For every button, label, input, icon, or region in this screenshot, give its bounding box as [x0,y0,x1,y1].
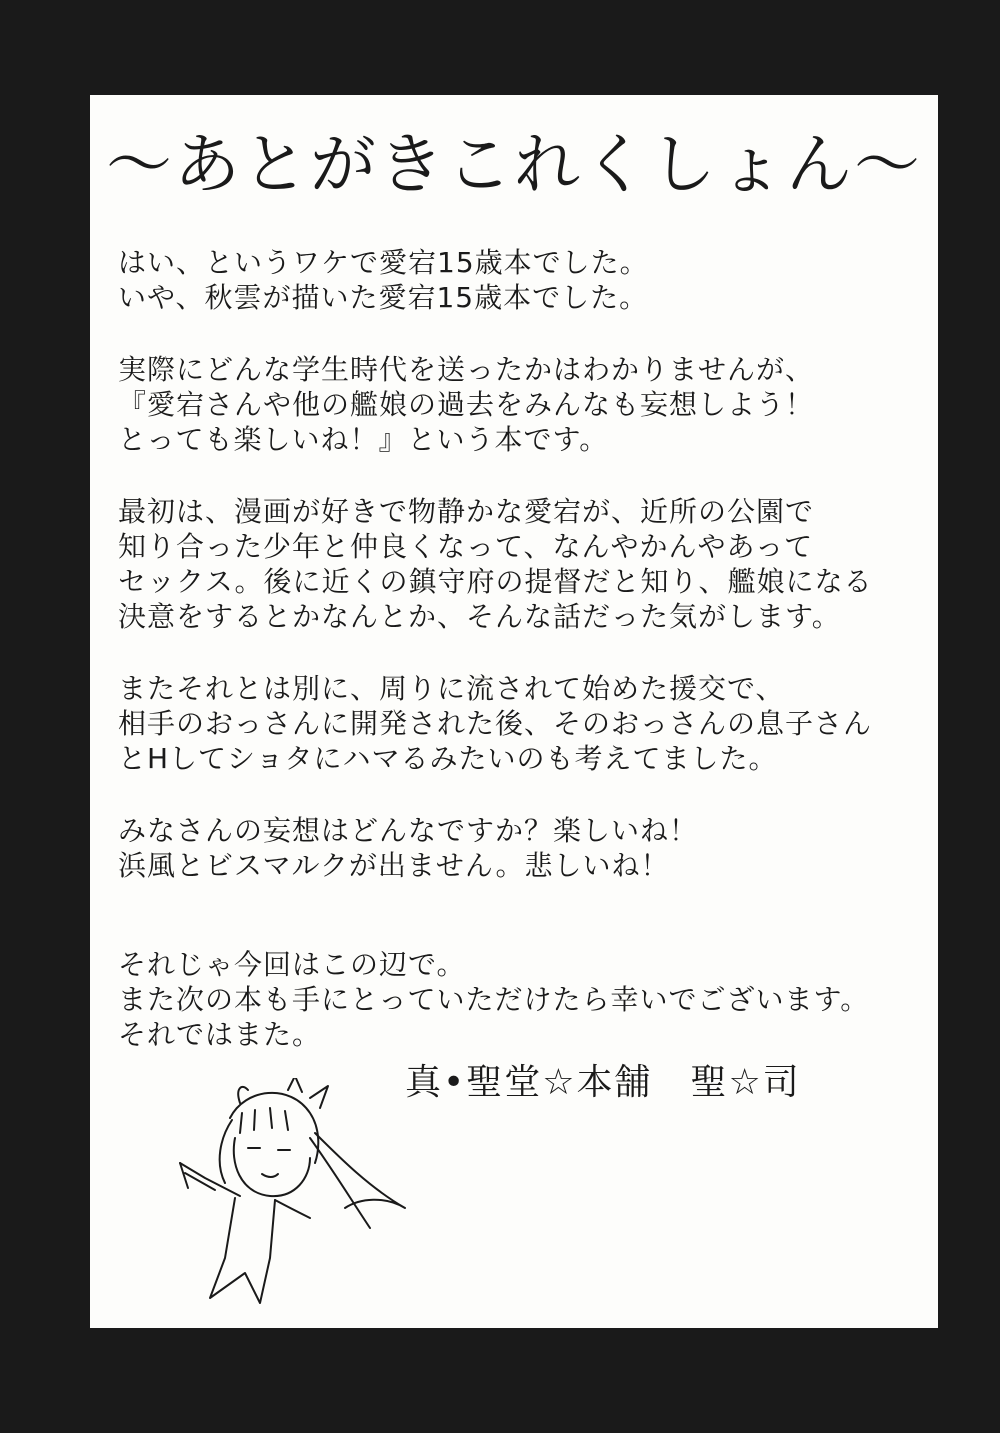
text-line: またそれとは別に、周りに流されて始めた援交で、 [118,672,785,705]
closing-paragraph [118,947,928,1052]
text-line: それではまた。 [118,1018,322,1051]
text-line: みなさんの妄想はどんなですか？楽しいね！ [118,814,699,847]
text-line: 実際にどんな学生時代を送ったかはわかりませんが、 [118,353,815,386]
text-line: 浜風とビスマルクが出ません。悲しいね！ [118,849,670,882]
text-line: いや、秋雲が描いた愛宕15歳本でした。 [118,281,649,314]
text-line: はい、というワケで愛宕15歳本でした。 [118,246,649,279]
text-line: 相手のおっさんに開発された後、そのおっさんの息子さん [118,707,873,740]
author-signature: 真•聖堂☆本舗 聖☆司 [405,1062,801,1103]
text-line: また次の本も手にとっていただけたら幸いでございます。 [118,983,870,1016]
text-line: 知り合った少年と仲良くなって、なんやかんやあって [118,530,814,563]
paragraph [118,352,928,457]
text-line: 最初は、漫画が好きで物静かな愛宕が、近所の公園で [118,495,815,528]
paper-page [90,95,938,1328]
paragraph [118,671,928,776]
paragraph [118,245,928,315]
afterword-body [118,245,928,1089]
character-sketch-illustration [170,1078,410,1318]
paragraph [118,813,928,883]
paragraph [118,494,928,634]
text-line: セックス。後に近くの鎮守府の提督だと知り、艦娘になる [118,565,873,598]
text-line: 決意をするとかなんとか、そんな話だった気がします。 [118,600,841,633]
page-title: 〜あとがきこれくしょん〜 [106,126,922,203]
text-line: とっても楽しいね！』という本です。 [118,423,609,456]
text-line: 『愛宕さんや他の艦娘の過去をみんなも妄想しよう！ [118,388,815,421]
text-line: それじゃ今回はこの辺で。 [118,948,466,981]
text-line: とHしてショタにハマるみたいのも考えてました。 [118,742,778,775]
